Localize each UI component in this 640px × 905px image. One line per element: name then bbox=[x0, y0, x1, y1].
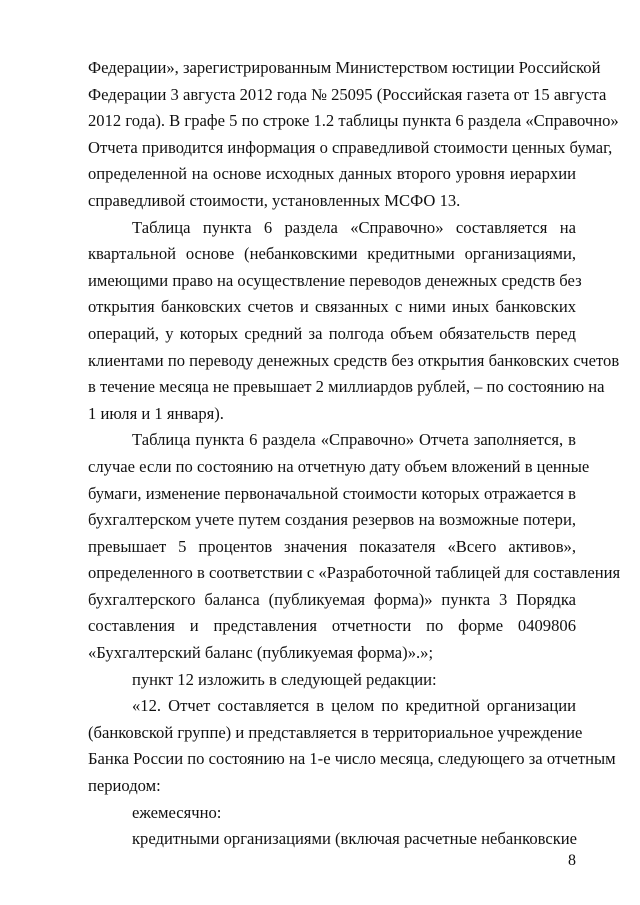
text-line: бухгалтерском учете путем создания резервов на возможные потери, bbox=[88, 510, 576, 530]
text-line: случае если по состоянию на отчетную дату объем вложений в ценные bbox=[88, 456, 590, 476]
text-line: в течение месяца не превышает 2 миллиардов рублей, – по состоянию на bbox=[88, 377, 605, 397]
text-line: «12. Отчет составляется в целом по кредитной организации bbox=[132, 696, 576, 716]
text-line: превышает 5 процентов значения показателя «Всего активов», bbox=[88, 536, 576, 556]
text-line: Банка России по состоянию на 1-е число месяца, следующего за отчетным bbox=[88, 749, 616, 769]
text-line: имеющими право на осуществление переводов денежных средств без bbox=[88, 270, 582, 290]
text-line: справедливой стоимости, установленных МСФО 13. bbox=[88, 190, 461, 210]
text-line: определенной на основе исходных данных второго уровня иерархии bbox=[88, 164, 576, 184]
text-line: бумаги, изменение первоначальной стоимости которых отражается в bbox=[88, 483, 576, 503]
text-line: квартальной основе (небанковскими кредитными организациями, bbox=[88, 244, 576, 264]
text-line: составления и представления отчетности по форме 0409806 bbox=[88, 616, 576, 636]
text-line: определенного в соответствии с «Разработочной таблицей для составления bbox=[88, 563, 621, 583]
text-line: Федерации 3 августа 2012 года № 25095 (Российская газета от 15 августа bbox=[88, 84, 607, 104]
text-line: «Бухгалтерский баланс (публикуемая форма)».»; bbox=[88, 643, 434, 663]
text-line: ежемесячно: bbox=[132, 802, 222, 822]
text-line: Таблица пункта 6 раздела «Справочно» Отчета заполняется, в bbox=[132, 430, 576, 450]
text-line: периодом: bbox=[88, 776, 161, 796]
document-body bbox=[88, 55, 621, 853]
text-line: пункт 12 изложить в следующей редакции: bbox=[132, 669, 437, 689]
page-number: 8 bbox=[568, 852, 576, 869]
text-line: операций, у которых средний за полгода объем обязательств перед bbox=[88, 323, 576, 343]
text-line: Федерации», зарегистрированным Министерством юстиции Российской bbox=[88, 58, 601, 77]
text-line: открытия банковских счетов и связанных с ними иных банковских bbox=[88, 297, 576, 317]
text-line: Таблица пункта 6 раздела «Справочно» составляется на bbox=[132, 217, 576, 237]
text-line: кредитными организациями (включая расчетные небанковские bbox=[132, 829, 578, 849]
text-line: 2012 года). В графе 5 по строке 1.2 таблицы пункта 6 раздела «Справочно» bbox=[88, 111, 619, 131]
text-line: 1 июля и 1 января). bbox=[88, 403, 224, 423]
text-line: Отчета приводится информация о справедливой стоимости ценных бумаг, bbox=[88, 137, 613, 157]
text-line: (банковской группе) и представляется в территориальное учреждение bbox=[88, 722, 583, 742]
text-line: бухгалтерского баланса (публикуемая форма)» пункта 3 Порядка bbox=[88, 589, 576, 609]
text-line: клиентами по переводу денежных средств без открытия банковских счетов bbox=[88, 350, 620, 370]
